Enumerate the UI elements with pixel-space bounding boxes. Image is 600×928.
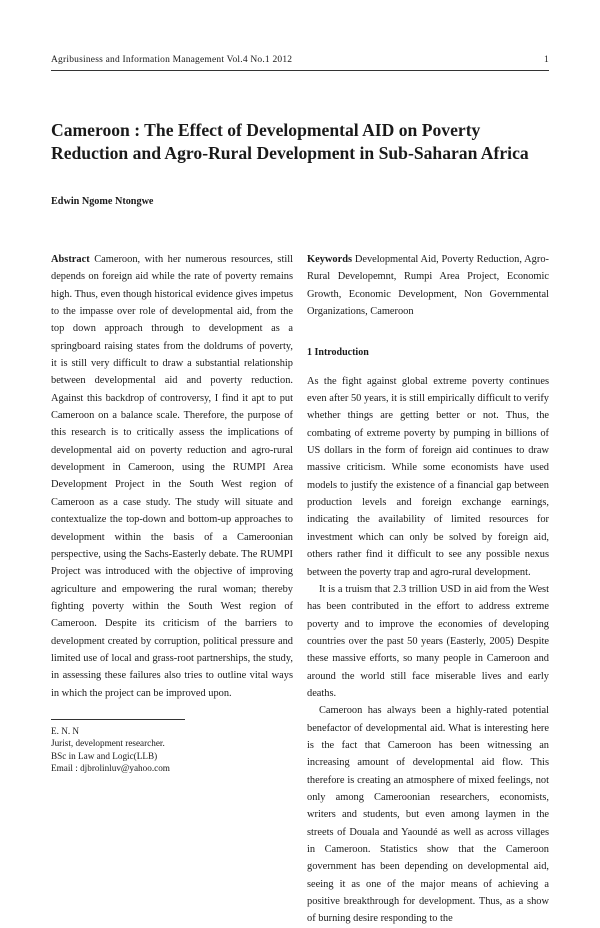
abstract-label: Abstract xyxy=(51,254,90,265)
author-footnote xyxy=(51,725,281,775)
footnote-email: Email : djbrolinluv@yahoo.com xyxy=(51,763,170,774)
keywords-text: Developmental Aid, Poverty Reduction, Agro-Rural Developemnt, Rumpi Area Project, Economic Growth, Economic Development, Non Governmental Organizations, Cameroon xyxy=(307,254,549,318)
footnote-line: BSc in Law and Logic(LLB) xyxy=(51,750,158,761)
footnote-divider xyxy=(51,719,185,720)
title-line-2: Reduction and Agro-Rural Development in Sub-Saharan Africa xyxy=(51,143,529,163)
page-number: 1 xyxy=(544,55,549,65)
intro-paragraph-2: It is a truism that 2.3 trillion USD in aid from the West has been contributed in the effort to address extreme poverty and to improve the economies of developing countries over the past 50 years (Easterly, 2005) Despite these massive efforts, so many people in Cameroon and around the world still face miserable lives and early deaths. xyxy=(307,583,549,699)
intro-paragraph-3: Cameroon has always been a highly-rated potential benefactor of developmental aid. What is interesting here is the fact that Cameroon has been witnessing an increasing amount of developmental aid flow. This therefore is creating an atmosphere of mixed feelings, not only among Cameroonian researchers, economists, writers and students, but even among laymen in the streets of Douala and Yaoundé as well as across villages in Cameroon. Statistics show that the Cameroon government has been depending on developmental aid, seeing it as one of the major means of achieving a positive breakthrough for development. Thus, as a show of burning desire responding to the xyxy=(307,705,549,925)
author-name: Edwin Ngome Ntongwe xyxy=(51,196,154,207)
keywords xyxy=(307,251,549,320)
footnote-line: Jurist, development researcher. xyxy=(51,738,165,749)
left-column xyxy=(51,251,293,702)
journal-citation: Agribusiness and Information Management Vol.4 No.1 2012 xyxy=(51,55,293,65)
paper-title xyxy=(51,119,551,165)
header-divider xyxy=(51,70,549,71)
footnote-line: E. N. N xyxy=(51,726,80,736)
keywords-label: Keywords xyxy=(307,254,353,265)
abstract-text: Cameroon, with her numerous resources, still depends on foreign aid while the rate of poverty remains high. Thus, even though historical evidence gives impetus to the impasse over role of developmental aid, from the top down approach through to development as a springboard raising states from the doldrums of poverty, it is still very difficult to draw a substantial relationship between developmental aid and poverty reduction. Against this backdrop of controversy, I find it apt to put Cameroon on a balance scale. Therefore, the purpose of this research is to critically assess the implications of developmental aid on poverty reduction and agro-rural development in Cameroon, using the RUMPI Area Development Project in the South West region of Cameroon as a case study. The study will situate and contextualize the top-down and bottom-up approaches to development within the basis of a Cameroonian perspective, using the Sachs-Easterly debate. The RUMPI Project was introduced with the objective of improving agriculture and empowering the rural woman; thereby fighting poverty within the South West region of Cameroon. Despite its criticism of the barriers to development created by corruption, political pressure and limited use of local and grass-root partnerships, the study, in assessing these failures also tries to outline vital ways in which the project can be improved upon. xyxy=(51,254,293,699)
intro-paragraph-1: As the fight against global extreme poverty continues even after 50 years, it is still empirically difficult to verify whether things are getting better or not. Thus, the combating of extreme poverty by pumping in billions of US dollars in the form of foreign aid continues to draw massive criticism. While some economists have used models to justify the existence of a financial gap between production levels and foreign exchange earnings, indicating the availability of limited resources for investment which can only be solved by foreign aid, others rather find it difficult to see any possible nexus between the poverty trap and agro-rural development. xyxy=(307,375,549,578)
section-heading-introduction: 1 Introduction xyxy=(307,347,369,359)
right-column xyxy=(307,251,549,928)
title-line-1: Cameroon : The Effect of Developmental AID on Poverty xyxy=(51,120,481,140)
abstract xyxy=(51,251,293,702)
running-header xyxy=(51,55,549,71)
